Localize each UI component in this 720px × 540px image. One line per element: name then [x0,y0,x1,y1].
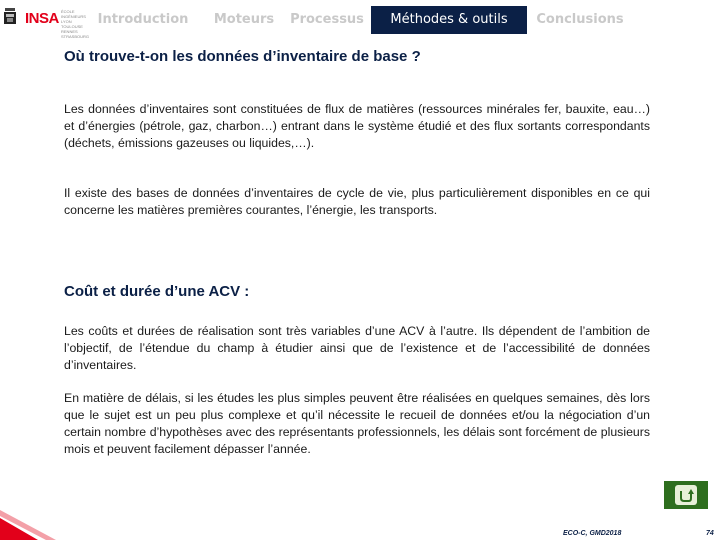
section-title-cout-duree: Coût et durée d’une ACV : [64,283,250,300]
footer-label: ECO-C, GMD2018 [563,530,622,537]
section-title-inventaire: Où trouve-t-on les données d’inventaire de base ? [64,48,421,65]
tab-moteurs[interactable]: Moteurs [213,12,275,27]
paragraph-bases-donnees: Il existe des bases de données d’inventaires de cycle de vie, plus particulièrement disponibles en ce qui concerne les matières premières courantes, l’énergie, les transports. [64,186,650,217]
page-number: 74 [706,530,714,537]
tab-processus[interactable]: Processus [290,12,364,27]
return-button-inner [675,485,697,505]
corner-decoration [0,510,60,540]
tab-introduction[interactable]: Introduction [97,12,189,27]
top-nav [0,4,720,36]
paragraph-delais: En matière de délais, si les études les plus simples peuvent être réalisées en quelques semaines, dès lors que le sujet est un peu plus complexe et qu’il nécessite le recueil de données et/ou la négociation d’un certain nombre d’hypothèses avec des représentants professionnels, les délais sont forcément de plusieurs mois et peuvent facilement dépasser l’année. [64,391,650,456]
paragraph-couts-durees: Les coûts et durées de réalisation sont très variables d’une ACV à l’autre. Ils dépendent de l’ambition de l’objectif, de l’étendue du champ à étudier ainsi que de l’existence et de l’accessibilité de données d’inventaires. [64,324,650,372]
tab-conclusions[interactable]: Conclusions [536,12,624,27]
return-button[interactable] [664,481,708,509]
insa-brand: INSA [25,10,59,27]
return-arrow-icon [678,487,694,503]
tab-methodes-outils[interactable]: Méthodes & outils [371,6,527,34]
paragraph-inventaire-flux: Les données d’inventaires sont constituées de flux de matières (ressources minérales fer, bauxite, eau…) et d’énergies (pétrole, gaz, charbon…) entrant dans le système étudié et des flux sortants correspondants (déchets, émissions gazeuses ou liquides,…). [64,102,650,150]
insa-subtext: ÉCOLE INGÉNIEURS LYON TOULOUSE RENNES STRASBOURG [61,9,90,39]
